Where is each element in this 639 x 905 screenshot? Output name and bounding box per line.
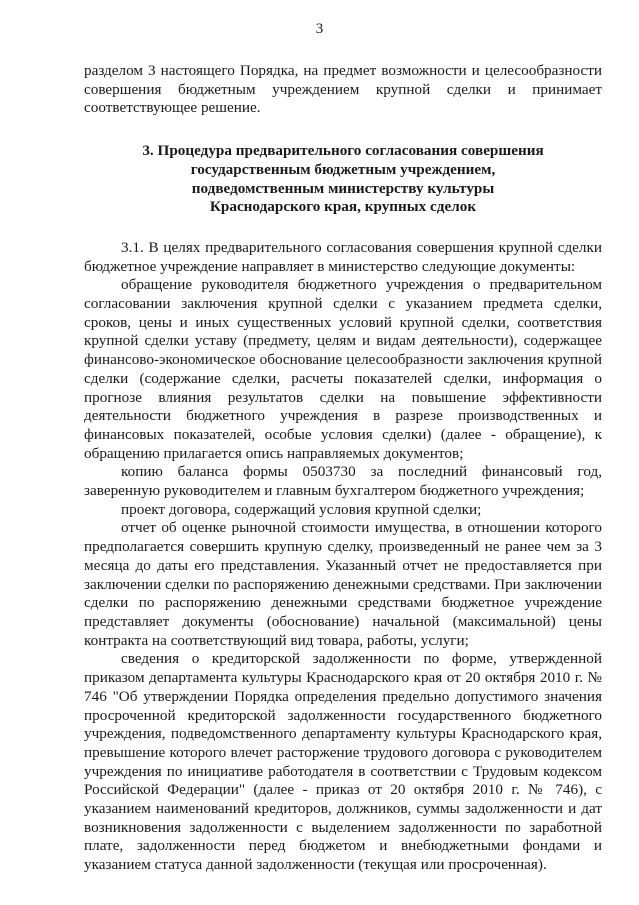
page-number: 3 (315, 21, 324, 37)
list-item-balance: копию баланса формы 0503730 за последний финансовый год, заверенную руководителем и главным бухгалтером бюджетного учреждения; (84, 463, 602, 500)
section-heading-line: Краснодарского края, крупных сделок (209, 198, 477, 216)
section-heading (84, 142, 602, 217)
paragraph-3-1: 3.1. В целях предварительного согласования совершения крупной сделки бюджетное учреждение направляет в министерство следующие документы: (84, 238, 602, 275)
section-heading-line: 3. Процедура предварительного согласования совершения (142, 142, 544, 160)
intro-paragraph: разделом 3 настоящего Порядка, на предмет возможности и целесообразности совершения бюджетным учреждением крупной сделки и принимает соответствующее решение. (84, 62, 602, 117)
list-item-request: обращение руководителя бюджетного учреждения о предварительном согласовании заключения крупной сделки с указанием предмета сделки, сроков, цены и иных существенных условий крупной сделки, соответствия крупной сделки уставу (предмету, целям и видам деятельности), содержащее финансово-экономическое обоснование целесообразности заключения крупной сделки (содержание сделки, расчеты показателей сделки, информация о прогнозе влияния результатов сделки на повышение эффективности деятельности бюджетного учреждения в разрезе производственных и финансовых показателей, особые условия сделки) (далее - обращение), к обращению прилагается опись направляемых документов; (84, 276, 602, 462)
document-body (84, 62, 602, 875)
list-item-contract-draft: проект договора, содержащий условия крупной сделки; (121, 500, 482, 518)
section-heading-line: государственным бюджетным учреждением, (190, 160, 496, 178)
list-item-debt-info: сведения о кредиторской задолженности по форме, утвержденной приказом департамента культуры Краснодарского края от 20 октября 2010 г. № 746 "Об утверждении Порядка определения предельно допустимого значения просроченной кредиторской задолженности государственного бюджетного учреждения, подведомственного департаменту культуры Краснодарского края, превышение которого влечет расторжение трудового договора с руководителем учреждения по инициативе работодателя в соответствии с Трудовым кодексом Российской Федерации" (далее - приказ от 20 октября 2010 г. № 746), с указанием наименований кредиторов, должников, суммы задолженности и дат возникновения задолженности с выделением задолженности по заработной плате, задолженности перед бюджетом и внебюджетными фондами и указанием статуса данной задолженности (текущая или просроченная). (84, 650, 602, 874)
section-heading-line: подведомственным министерству культуры (191, 179, 495, 197)
list-item-valuation-report: отчет об оценке рыночной стоимости имущества, в отношении которого предполагается совершить крупную сделку, произведенный не ранее чем за 3 месяца до даты его представления. Указанный отчет не предоставляется при заключении сделки по распоряжению денежными средствами. При заключении сделки по распоряжению денежными средствами бюджетное учреждение представляет документы (обоснование) начальной (максимальной) цены контракта на соответствующий вид товара, работы, услуги; (84, 519, 602, 649)
